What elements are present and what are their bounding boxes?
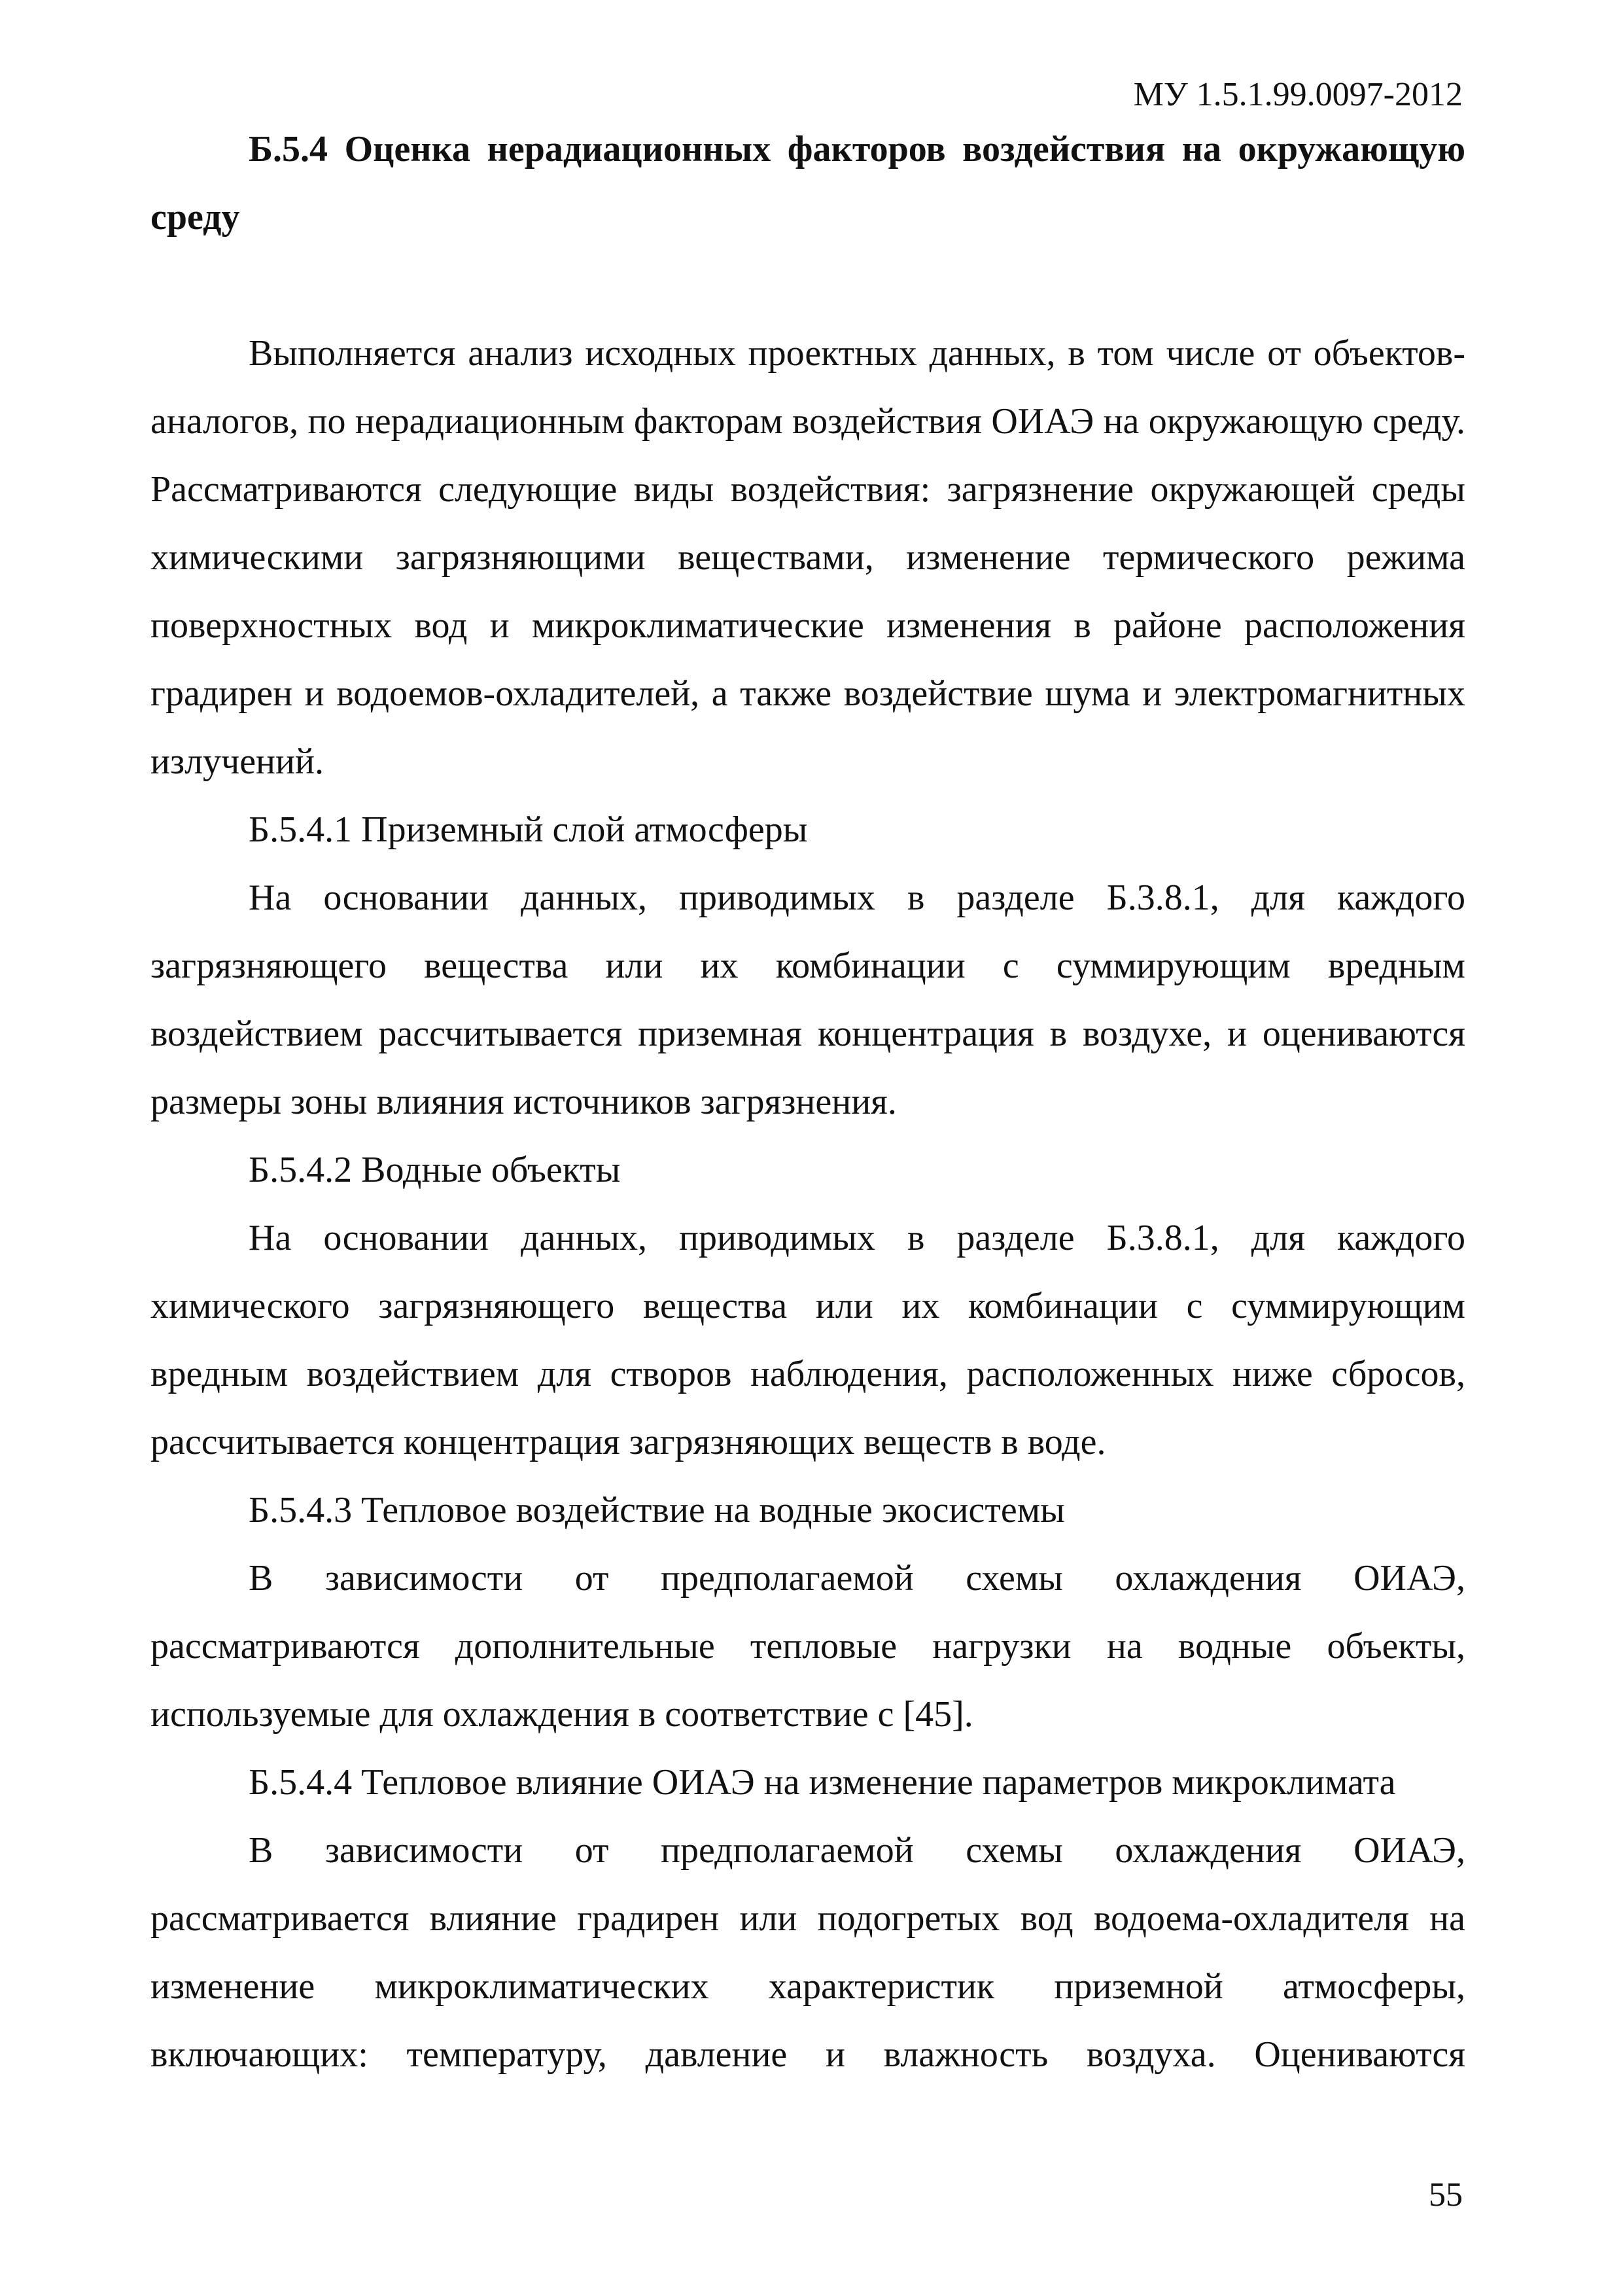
subsection-text-thermal-impact: В зависимости от предполагаемой схемы охлаждения ОИАЭ, рассматриваются дополнительные тепловые нагрузки на водные объекты, используемые для охлаждения в соответствие с [45]. — [150, 1558, 1465, 1735]
document-code: МУ 1.5.1.99.0097-2012 — [1133, 76, 1463, 113]
document-body — [150, 115, 1465, 2089]
page-number: 55 — [1429, 2176, 1463, 2214]
section-intro-paragraph: Выполняется анализ исходных проектных данных, в том числе от объектов-аналогов, по нерадиационным факторам воздействия ОИАЭ на окружающую среду. Рассматриваются следующие виды воздействия: загрязнение окружающей среды химическими загрязняющими веществами, изменение термического режима поверхностных вод и микроклиматические изменения в районе расположения градирен и водоемов-охладителей, а также воздействие шума и электромагнитных излучений. — [150, 333, 1465, 782]
subsection-text-water-bodies: На основании данных, приводимых в разделе Б.3.8.1, для каждого химического загрязняющего вещества или их комбинации с суммирующим вредным воздействием для створов наблюдения, расположенных ниже сбросов, рассчитывается концентрация загрязняющих веществ в воде. — [150, 1218, 1465, 1462]
subsection-heading-atmosphere: Б.5.4.1 Приземный слой атмосферы — [249, 809, 808, 850]
subsection-heading-water-bodies: Б.5.4.2 Водные объекты — [249, 1150, 621, 1190]
subsection-heading-microclimate: Б.5.4.4 Тепловое влияние ОИАЭ на изменение параметров микроклимата — [249, 1762, 1396, 1803]
subsection-text-atmosphere: На основании данных, приводимых в разделе Б.3.8.1, для каждого загрязняющего вещества или их комбинации с суммирующим вредным воздействием рассчитывается приземная концентрация в воздухе, и оцениваются размеры зоны влияния источников загрязнения. — [150, 877, 1465, 1122]
subsection-text-microclimate: В зависимости от предполагаемой схемы охлаждения ОИАЭ, рассматривается влияние градирен или подогретых вод водоема-охладителя на изменение микроклиматических характеристик приземной атмосферы, включающих: температуру, давление и влажность воздуха. Оцениваются — [150, 1830, 1465, 2075]
spacer — [150, 251, 1465, 319]
section-title: Б.5.4 Оценка нерадиационных факторов воздействия на окружающую среду — [150, 129, 1465, 238]
subsection-heading-thermal-impact: Б.5.4.3 Тепловое воздействие на водные экосистемы — [249, 1490, 1065, 1530]
